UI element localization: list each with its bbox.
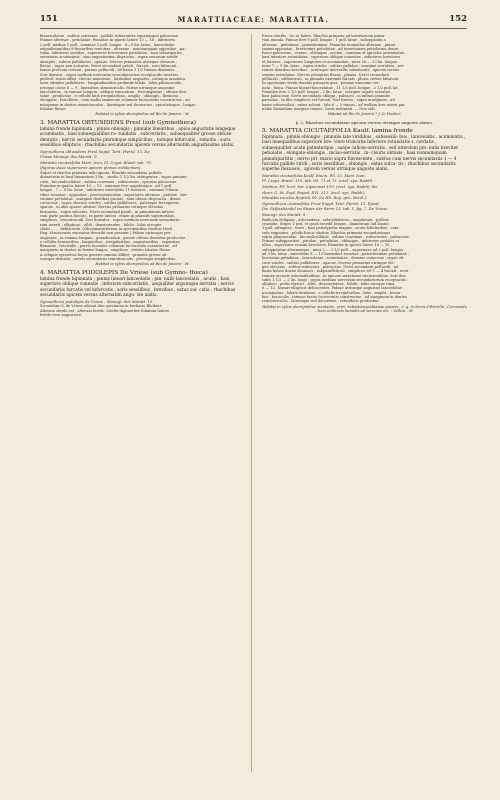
text-line: Secundum cl. de Vriese adsunt duo specimina in herbario Bloikert. <box>40 304 163 309</box>
text-line: basi paleaceae. Nervi secundarii obliqui , paleacei , in infimis pinnulis <box>262 94 390 99</box>
text-line: ultra , superiores sensim breviores. Pinnulae in quovis latere 10 — 18 , <box>262 243 392 248</box>
text-line: Monogr. des Maratt. 9. <box>262 212 307 218</box>
text-line: bus , fasciculis , intense fuscis lucescentis constructae , ad marginem in dentes <box>262 294 407 299</box>
text-line: inter stitiales pallidiores , longitudinaliter profunde bilobi , lobis pilosiusculis , <box>40 81 184 86</box>
text-line: lobatae flavae. <box>40 107 67 112</box>
text-line: rum parte postica furcati , in parte antica , etiam in pinnulis superioribus , <box>40 214 177 219</box>
text-line: supra planiusculae , biconalicullatae , subtus convexae , rufescentes , paleaceae. <box>262 234 410 239</box>
text-line: Vriese Monogr. des Maratt. 9. <box>40 154 98 160</box>
text-line: Alterum sterile est , alterum fertile. Sterile digitaetiter foliatum latiore , <box>40 308 172 313</box>
habitat-note: Habitat in sylvis aboriginibus montanis , prov. Sebastianopolitanae passim , e. g. in Serra d'Estrella , Corcovado , locis umbrosis humidis ad serrenes etc. : Sellow , M. <box>262 304 467 314</box>
text-line: utroque clasis 6 — 9 , linearibus obtusiusculis. Paleae utriusque angustae <box>40 85 175 90</box>
text-line: tulae, inferiores sessiles , superiores brevissime petiolatae , basi subaequales , <box>40 51 184 56</box>
left-opening-text <box>40 34 245 111</box>
text-line: 6 — 12 , lineari-ellipticis dehiscentes. Paleae utriusque angustae lanceolatae , <box>262 286 405 291</box>
text-line: et latiores , superiores longiores et acuminatae ; inter 16 — 33 lin. longae , <box>262 59 400 64</box>
text-line: remote arcuate adscendentibus , in apicem serraturae excurrentibus. Sori den- <box>262 273 407 278</box>
text-line: Pl. Crypt. Brasil. 119. tab. 69. 71 et 72. (excl. syn. Raddi). <box>262 178 374 184</box>
text-line: simplices , remotiusculi. Sori dorsales , supra medium nervorum secundario- <box>40 218 181 223</box>
text-line: basi inferiore rotundatae , superiore oblique cuneatae , inferiores breviores <box>262 55 401 60</box>
column-divider <box>251 34 252 772</box>
text-line: basin bifuse lineae dicunses , subparalleliculi , simplices vel 1 — 4 furcati , recti , <box>262 269 411 274</box>
species-4 <box>40 270 245 317</box>
text-line: Pinnulae in quavis latere 10 — 13 , summae fere angulosiquo , ad 1 poll. <box>40 183 173 188</box>
text-line: pellucidi , sulfinevrati , in pinnulis extremis furcati , pluris crebre bifurcati. <box>262 76 400 81</box>
species-synonyms <box>40 150 245 171</box>
text-line: marginem in dentes remotiusculos , laterisque sed decurrens , apiculatisque , longae <box>40 102 196 107</box>
text-line: parvulae , in illis simplices vel furcati. Sori breves , supra marginem , ad <box>262 98 395 103</box>
text-line: Sori densius , supra medium nervorum secundariorum receptaculo insertos , <box>40 72 181 77</box>
text-line: alternae , petiolatae , patentissimae. Pinnulae nonnullae alternae , pinna- <box>262 42 397 47</box>
text-line: brevissim petiolatae , lanceolatae , acuminatae , densius coriaceae , supra ob- <box>262 256 405 261</box>
text-line: sensim serrulatae. Nervus primarius flavus , planus. Nervi secundarii <box>262 72 389 77</box>
text-line: angustae , in summo longum , guandicatum , grosse obtuse dentatae productae , <box>40 235 188 240</box>
text-line: acuminatae , lobato-dentatae , e cellulis irregularibus , latis , amplis , bersu- <box>262 290 402 295</box>
text-line: ckrer. G. St. Expl. Exped. XVI. 312. (excl. syn. Raddi). <box>262 189 366 195</box>
text-line: In speciminis fertili rhachis primaria ipsa , pennae mucrone cre- <box>262 81 380 86</box>
text-line: inter 7 — 9 lin. latae , supra virides , subtus pallidae ; margine serrulata , ser- <box>262 64 405 69</box>
text-line: sales 1 1/2 — 2 lin. longi , supra medium nervorum secundariorum receptaculo <box>262 277 407 282</box>
text-line: Gymnotheca obtusidens Presl Suppl. Tent. Pterid. 15. De <box>40 148 150 154</box>
text-line: (figurae duae superiores apicem pinnae exhibentes). <box>40 165 142 171</box>
right-page-number: 152 <box>449 14 467 24</box>
text-line: flavus , supra non sulcatus. Nervi secundarii patuli , furcati , raro bifurcati , <box>40 64 179 69</box>
text-line: ribus remotae , oppositae , percrassiusculae , superiores alternae , patulae , bre- <box>40 192 188 197</box>
text-line: Gymnotheca cicutaefolia Presl Suppl. Tent. Pterid. 12. Ejusd. <box>262 200 380 206</box>
page-header <box>40 14 467 28</box>
text-line: brunneus , supra sulcatus. Nervi secundarii patuli , in pinnularum inferio- <box>40 209 175 214</box>
text-line: cure virides , subtus pallidiores , opacae. Nervus primarius utrinque ele- <box>262 260 395 265</box>
right-column <box>262 34 467 784</box>
right-opening-text <box>262 34 467 111</box>
text-line: Pinnae alternae , petiolatae. Pinnulae in quavis latere 13 — 16 , inferiores <box>40 38 176 43</box>
text-line: Die Gefässbündel im Stipes der Farrn 13. tab. 1. fig. 7. De Vriese <box>262 206 388 212</box>
text-line: marginem in dentes in dentes longos , simplices , virides lobatae flavae. <box>40 248 172 253</box>
left-page-number: 151 <box>40 14 58 24</box>
text-line: cefa vaginatus , pilulis fuscis obsitus. Rhachis primaria secundariaque <box>262 230 391 235</box>
text-line: clasis . . . . dehiscente. (Ob immaturitatem in speciminibus duobus Herb. <box>40 226 174 231</box>
text-line: Radicula obliquae , adscendens , subcylindricea , angulatum , pollicis <box>262 217 389 222</box>
text-line: nulae distantiam margine remoti , basis indentati. — Non vidi. <box>262 107 376 112</box>
text-line: culis , biconalicullatae , subtus convexae , rufescentes , sparsim paleaceae. <box>40 179 178 184</box>
habitat-note: Habitat ad Rio de Janeiro ? J. D. Hooker. <box>327 112 402 117</box>
text-line: Reg. Monacensis exorsatas describi non possunt.) Paleae utriusque per- <box>40 231 172 236</box>
section-heading: §. 2. Rhaches secundariae apicem versus utrinque anguste alatae. <box>295 119 434 125</box>
text-line: 1 poll. attingens , teres , basi petiolyptilis magnis , acuto-lobularibus , cata- <box>262 226 400 231</box>
text-line: Pinnae subsppositae , patulae , petiolatae , oblongae , inferiores pedales et <box>262 239 400 244</box>
text-line: Marattia cicutaefolia Kaulf. Enum. Fil. 32. Mart. Icon. <box>262 172 366 178</box>
habitat-note: Habitat in sylvis aboriginibus ad Rio de Janeiro : M. <box>95 112 190 117</box>
text-line: sparsis , in aliis sparse obsitae. Nervus primarius utrinque elevatus , <box>40 205 166 210</box>
text-line: vissime petiolatae , marginis dentibus grossis , sinu obtuso disjunctis , dense <box>40 196 181 201</box>
text-line: Frons sterilis , sic ut habet. Rhachis primaria ad insertionem pinna- <box>262 34 386 38</box>
text-line: crassitie. Stipes 1 ped. et quod excedit longus , diametrum (ad basin) <box>262 221 389 226</box>
text-line: tatae , productae , e cellulis latis irregularibus , amplis , oblongis , flexuosis , <box>40 94 181 99</box>
species-heading: 3. MARATTIA OBTUSIDENS Presl (sub Gymnotheca) <box>40 119 197 126</box>
text-line: Pinnulae fere 2 1/2 poll. longae , 3 lin. latae , margine argute serratae , <box>262 89 393 94</box>
species-5 <box>262 128 467 314</box>
text-line: tuseque dentatis , nervis secundariis remotiusculis , plerisque simplicibus. <box>40 256 177 261</box>
text-line: que elevatus , subtus rufescens , paleaceus. Nervi secundarii pellucidi , ad <box>262 264 399 269</box>
header-rule <box>40 28 467 29</box>
text-line: longae , 7 — 8 lin. latae , inferiores interstitiis 11-lineares , summae 9-linea- <box>40 188 180 193</box>
text-line: cortaceae , supra obscure virides , subtus pallidiores , paleisque ferrugineis <box>40 201 179 206</box>
species-description <box>40 304 245 317</box>
text-line: aequidistantibus 8-linearibus remotiae , alternae , nonnumquam oppositae , pa- <box>40 46 186 51</box>
text-line: fusco-paleaceae , ovatae , oblongae , acutae , summae et apicales acuminatae , <box>262 51 407 56</box>
left-column <box>40 34 245 784</box>
species-description <box>40 171 245 261</box>
text-line: pedicel. stasis affixi , thecae immersae , latitudine aequales , utrinque annulata- <box>40 76 187 81</box>
text-line: 2 poll. mediae 3 poll., summae 5 poll. longae , 6—9 lin. latae , lanceolatae <box>40 42 175 47</box>
species-diagnosis: lamina fronde bipinnata ; pinnis lineari-lanceolatis ; pin- nulis lanceolatis , acutis , basi superiore oblique cuneatis , inferiore subcordatis , aequaliter argutoque serratis ; nervis secundariis furcatis vel bifurcatis ; soris sessilibus , brevibus , extus sul- catis ; rhachibus secundariis apicem versus alternatim angu- ste alatis. <box>40 276 236 299</box>
text-line: biauriculatae , subtus convexae , pallide rufescentes squamisque paleaceae. <box>40 34 180 38</box>
text-line: fertile vero angustiore. <box>40 312 83 317</box>
species-3 <box>40 120 245 267</box>
species-heading: 5. MARATTIA CICUTAEFOLIA Kaulf. lamina fronde <box>262 127 413 134</box>
text-line: Gymnotheca podolepis de Vriese , Monogr. des Maratt. 10. <box>40 298 154 304</box>
species-diagnosis: lamina fronde bipinnata ; pinnis oblongis ; pinnulis linearibus , apice angustatis longeque acuminatis , basi subaequalibus ro- tundatis , subcordatis , subaequaliter grosse obtuse dentatis ; nervis secundariis plerumque simplicibus , tomque bifurcatis , remotis ; soris sessilibus ellipticis ; rhachibus secundariis apicem versus alternatim angustissime alatis. <box>40 127 236 149</box>
text-line: tanum oppositae , brevissime petiolatae , ad insertionem petiolorum dense <box>262 46 399 51</box>
text-line: Marattia excelsa Regrich 09. (in Hb. Reg. gen. Berol.). <box>262 195 368 201</box>
text-line: A reliquis speciebus hujus generis omnino differt : pinnulis grosse ob- <box>40 252 168 257</box>
text-line: ad 9 lin. latae , interstitiis 8 — 12-linearibus remotae , patentissimae petiolatae , <box>262 252 410 257</box>
text-line: elliptico , pedis elastici , alliti , densiorientes , bilobi , lobis utroque rima <box>262 282 395 287</box>
species-synonyms <box>262 174 467 218</box>
text-line: lanceolatae , in summo longum , oblique truncatum , ferrumgineae , obtuse den- <box>40 89 187 94</box>
text-line: nata , fusca. Pinnae lineari-lanceolatae , 11 1/2 poll. longae , 2 1/2 poll. lat. <box>262 85 399 90</box>
text-line: suboppositae alternaeque , inter 2 — 3 1/2 poll. , superiores ad 2 poll. longae , <box>262 247 406 252</box>
text-line: Marattia cicutaefolia Mart. Icon. Pl. Crypt. Brasil. tab. 70. <box>40 159 152 165</box>
text-line: rum inunda. Pinnae fere 8 poll. longae , 1 poll. latae , subopposita s. <box>262 38 387 43</box>
text-line: elongatis , furcillosis , cum mollis immersae columnis lucescentis constructae , ad <box>40 98 190 103</box>
running-head: MARATTIACEAE: MARATTIA. <box>177 15 330 24</box>
text-line: e cellulis densioribus , longioribus , irregularibus , angustioribus , separatae <box>40 239 180 244</box>
text-line: basin subsessilati , extus sulcati , lobi 6 — 5 rimosi , ad trellam fere intera pin- <box>262 102 406 107</box>
text-line: rum inserti , ellipticae , alliti , densiorientes , bilobi , lobis utroque <box>40 222 162 227</box>
habitat-note: Habitat in sylvis aboriginibus ad Rio de Janeiro : M. <box>95 262 190 267</box>
species-description <box>262 218 467 304</box>
text-line: abruptis , subtus pallidiores , opacae. Nervus primarius utrinque elevatus , <box>40 59 178 64</box>
species-heading: 4. MARATTIA PODOLEPIS De Vriese (sub Gymno- theca) <box>40 269 208 276</box>
text-line: diametrum in basi lineamtum 3 lin. , medio 1 1/2 lin. attingentes , supra pinnato- <box>40 175 188 180</box>
text-line: ratura dentibus brevibus , acutisque intervallis subalsautis , apicem versus <box>262 68 399 73</box>
species-diagnosis: bipinnata ; pinnis oblongis ; pinnulis late viridibus , subsessili- bus , lanceolatis , acuminatis , basi inaequalibus superiore bre- viore truncatis inferiore rotundatis s. cordatis , subaequaliter acute patenterque , saepe calloso-serratis , sed interdum pin- nulis breviter petiolatis , elongato-oblongis , inciso-serratis , in- cisuris obtusis , basi nonnumquam pinnatipartitis ; nervo pri- mario supra flavescente , subtus cum nervis secundariis 1 — 4 furcatis pallide viridi ; soris sessilibus , oblongis , extus sulca- tis ; rhachibus secundariis superne flexuosis , apicem versus utrinque anguste alatis. <box>262 135 466 173</box>
text-line: laxius prorsum curvati , paruus pellucidi , ad basin 1 1/2 lineam distantes. <box>40 68 176 73</box>
text-line: serraturis acutissimis , sinu angustissimo disjunctis , supra venarum viridis <box>40 55 178 60</box>
text-line: Stipes et rhachis primaria mihi ignota. Rhachis secundaria pedalis, <box>40 171 163 176</box>
text-line: remotiusculos , laterisque sed decurrens , rotundatis productae. <box>262 299 380 304</box>
text-line: flexuosis , fasciculis , parvis lucentes columnis lucescentis constructae , ad <box>40 244 177 249</box>
text-line: Mettien. Fil. hort. bot. Lipsiensis 119. (excl. syn. Raddi). Bo- <box>262 184 379 190</box>
